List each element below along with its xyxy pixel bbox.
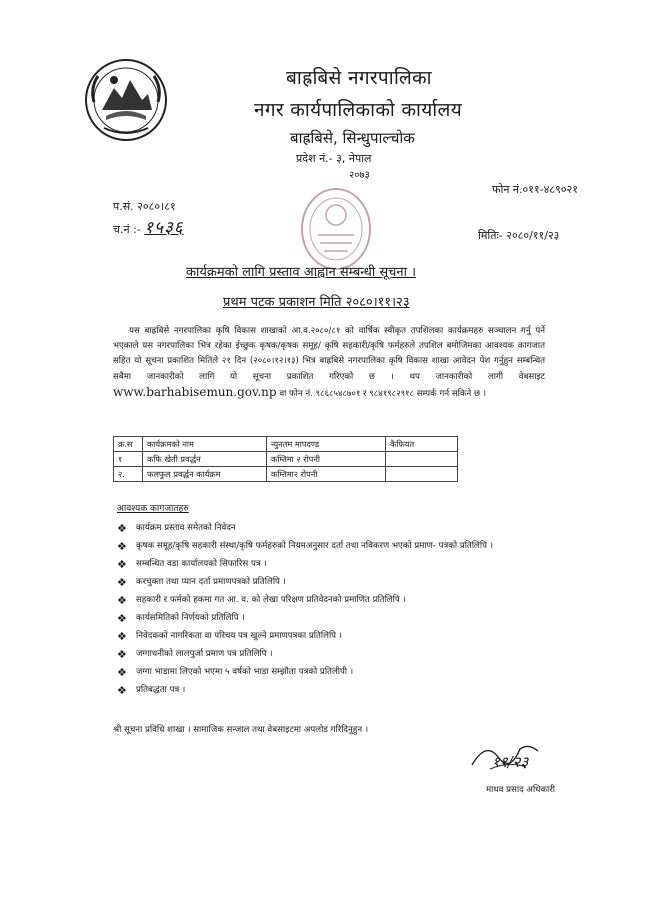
dispatch-number (113, 215, 184, 238)
list-item (117, 666, 547, 679)
government-emblem-icon (84, 58, 168, 142)
bullet-icon: ❖ (117, 630, 127, 643)
office-location: बाह्रबिसे, सिन्धुपाल्चोक (290, 129, 415, 147)
list-item-text: प्रतिबद्धता पत्र । (136, 685, 186, 695)
table-cell: कफि खेती प्रवर्द्धन (143, 452, 267, 467)
table-cell: कम्तिमा२ रोपनी (267, 467, 386, 482)
list-item (117, 522, 547, 535)
table-cell: कम्तिमा २ रोपनी (267, 452, 386, 467)
notice-title: कार्यक्रमको लागि प्रस्ताव आह्वान सम्बन्धी सूचना । (186, 265, 417, 280)
list-item-text: कृषक समूह/कृषि सहकारी संस्था/कृषि फर्महरुको नियमअनुसार दर्ता तथा नविकरण भएको प्रमाण- पत्रको प्रतिलिपि । (136, 541, 493, 551)
list-item (117, 684, 547, 697)
list-item (117, 612, 547, 625)
phone-number: फोन नं.०११-४८९०२१ (492, 183, 578, 196)
letter-reference: प.सं. २०८०।८१ (113, 200, 176, 213)
dispatch-label: च.नं :- (113, 223, 141, 236)
list-item-text: निवेदकको नागरिकता वा परिचय पत्र खुल्ने प्रमाणपत्रका प्रतिलिपि । (136, 631, 343, 641)
notice-body (113, 324, 545, 402)
website-link[interactable]: www.barhabisemun.gov.np (113, 384, 277, 399)
list-item (117, 558, 547, 571)
bullet-icon: ❖ (117, 648, 127, 661)
table-cell: फलफुल प्रवर्द्धन कार्यक्रम (143, 467, 267, 482)
list-item (117, 648, 547, 661)
office-name: नगर कार्यपालिकाको कार्यालय (254, 99, 463, 121)
table-row (114, 452, 458, 467)
dispatch-number-value: १५३६ (144, 218, 184, 238)
list-item-text: जग्गाधनीको लालपुर्जा प्रमाण पत्र प्रतिलिपि । (136, 649, 273, 659)
municipality-name: बाह्रबिसे नगरपालिका (286, 67, 432, 89)
bullet-icon: ❖ (117, 612, 127, 625)
column-header-criteria: न्युनतम मापदण्ड (267, 437, 386, 452)
notice-body-text: यस बाह्रबिसे नगरपालिका कृषि विकास शाखाको आ.व.२०८०/८१ को वार्षिक स्वीकृत तपशिलका कार्यक्रमहरु सञ्चालन गर्नु पर्ने भएकाले यस नगरपालिका भित्र रहेका ईच्छुक कृषक/कृषक समूह/ कृषि सहकारी/कृषि फर्महरुले तपशिल बमोजिमका आवश्यक कागजात सहित यो सूचना प्रकाशित मितिले २१ दिन (२०८०।१२।१३) भित्र बाह्रबिसे नगरपालिका कृषि विकास शाखा आवेदन पेश गर्नुहुन सम्बन्धित सबैमा जानकारीको लागि यो सूचना प्रकाशित गरिएको छ । थप जानकारीको लागी वेबसाइट (113, 326, 545, 382)
list-item (117, 576, 547, 589)
list-item-text: सहकारी र फर्मको हकमा गत आ. व. को लेखा परिक्षण प्रतिवेदनको प्रमाणित प्रतिलिपि । (136, 595, 406, 605)
letter-date: मितिः- २०८०/११/२३ (478, 229, 560, 242)
bullet-icon: ❖ (117, 684, 127, 697)
bullet-icon: ❖ (117, 576, 127, 589)
bullet-icon: ❖ (117, 558, 127, 571)
established-year: २०७३ (349, 170, 370, 181)
table-row (114, 467, 458, 482)
signatory-name: माधव प्रसाद अधिकारी (486, 785, 556, 795)
list-item (117, 540, 547, 553)
publication-date: प्रथम पटक प्रकाशन मिति २०८०।११।२३ (223, 295, 410, 310)
province: प्रदेश नं.- ३, नेपाल (296, 152, 372, 165)
list-item (117, 594, 547, 607)
list-item-text: करचुक्ता तथा प्यान दर्ता प्रमाणपत्रको प्रतिलिपि । (136, 577, 286, 587)
column-header-remarks: कैफियत (386, 437, 458, 452)
table-cell (386, 452, 458, 467)
office-seal-stamp (296, 185, 376, 273)
bullet-icon: ❖ (117, 522, 127, 535)
bullet-icon: ❖ (117, 594, 127, 607)
required-documents-list (117, 522, 547, 702)
list-item-text: जग्गा भाडामा लिएको भएमा ५ वर्षको भाडा सम्झौता पत्रको प्रतिलीपी । (136, 667, 354, 677)
bullet-icon: ❖ (117, 666, 127, 679)
table-cell: १ (114, 452, 143, 467)
required-documents-heading: आवश्यक कागजातहरु (117, 504, 189, 514)
list-item-text: कार्यक्रम प्रस्ताव समेतको निवेदन (136, 523, 236, 533)
list-item-text: कार्यसमितिको निर्णयको प्रतिलिपि । (136, 613, 245, 623)
program-table (113, 436, 458, 482)
table-header-row (114, 437, 458, 452)
column-header-program: कार्यक्रमको नाम (143, 437, 267, 452)
notice-body-contact: वा फोन नं. ९८६८५४८७०१ र ९८४१९८२९१८ सम्पर्क गर्न सकिने छ । (279, 388, 486, 399)
list-item-text: सम्बन्धित वडा कार्यालयको सिफारिस पत्र । (136, 559, 267, 569)
bullet-icon: ❖ (117, 540, 127, 553)
table-cell (386, 467, 458, 482)
copy-to-note: श्री सूचना प्रविधि शाखा । सामाजिक सन्जाल तथा वेबसाइटमा अपलोड गरिदिनुहुन । (113, 725, 369, 735)
signature-date: ११/२३ (492, 753, 529, 771)
list-item (117, 630, 547, 643)
column-header-serial: क्र.स (114, 437, 143, 452)
table-cell: २. (114, 467, 143, 482)
